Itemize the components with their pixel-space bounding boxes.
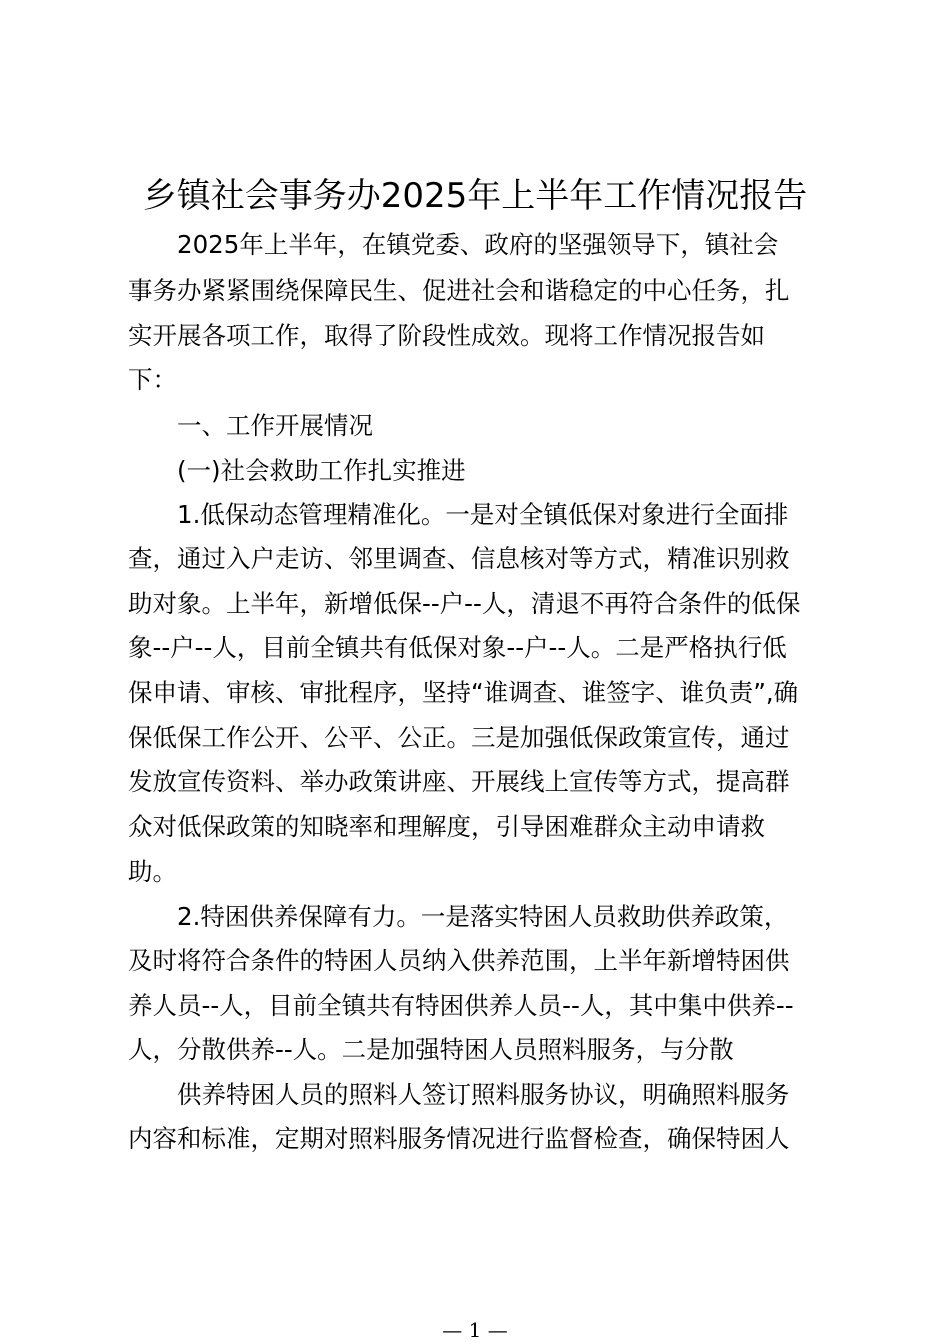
paragraph-line: 保申请、审核、审批程序，坚持“谁调查、谁签字、谁负责”,确 xyxy=(128,678,799,707)
paragraph-line: 及时将符合条件的特困人员纳入供养范围，上半年新增特困供 xyxy=(128,946,790,975)
paragraph-line: 供养特困人员的照料人签订照料服务协议，明确照料服务 xyxy=(177,1080,790,1109)
intro-line: 下： xyxy=(128,365,177,394)
page-number: — 1 — xyxy=(442,1318,508,1342)
paragraph-line: 发放宣传资料、举办政策讲座、开展线上宣传等方式，提高群 xyxy=(128,767,790,796)
paragraph-line: 象--户--人，目前全镇共有低保对象--户--人。二是严格执行低 xyxy=(128,633,787,662)
subsection-heading: (一)社会救助工作扎实推进 xyxy=(177,456,466,485)
paragraph-line: 人，分散供养--人。二是加强特困人员照料服务，与分散 xyxy=(128,1035,734,1064)
document-title: 乡镇社会事务办2025年上半年工作情况报告 xyxy=(142,176,808,216)
paragraph-line: 养人员--人，目前全镇共有特困供养人员--人，其中集中供养-- xyxy=(128,991,794,1020)
paragraph-line: 保低保工作公开、公平、公正。三是加强低保政策宣传，通过 xyxy=(128,723,790,752)
intro-line: 2025年上半年，在镇党委、政府的坚强领导下，镇社会 xyxy=(177,230,779,259)
intro-line: 实开展各项工作，取得了阶段性成效。现将工作情况报告如 xyxy=(128,321,765,350)
paragraph-line: 1.低保动态管理精准化。一是对全镇低保对象进行全面排 xyxy=(177,500,789,529)
paragraph-line: 助。 xyxy=(128,857,177,886)
section-heading: 一、工作开展情况 xyxy=(177,411,373,440)
paragraph-line: 众对低保政策的知晓率和理解度，引导困难群众主动申请救 xyxy=(128,812,765,841)
paragraph-line: 2.特困供养保障有力。一是落实特困人员救助供养政策， xyxy=(177,902,789,931)
paragraph-line: 助对象。上半年，新增低保--户--人，清退不再符合条件的低保 xyxy=(128,589,801,618)
paragraph-line: 内容和标准，定期对照料服务情况进行监督检查，确保特困人 xyxy=(128,1124,790,1153)
paragraph-line: 查，通过入户走访、邻里调查、信息核对等方式，精准识别救 xyxy=(128,544,790,573)
intro-line: 事务办紧紧围绕保障民生、促进社会和谐稳定的中心任务，扎 xyxy=(128,276,790,305)
